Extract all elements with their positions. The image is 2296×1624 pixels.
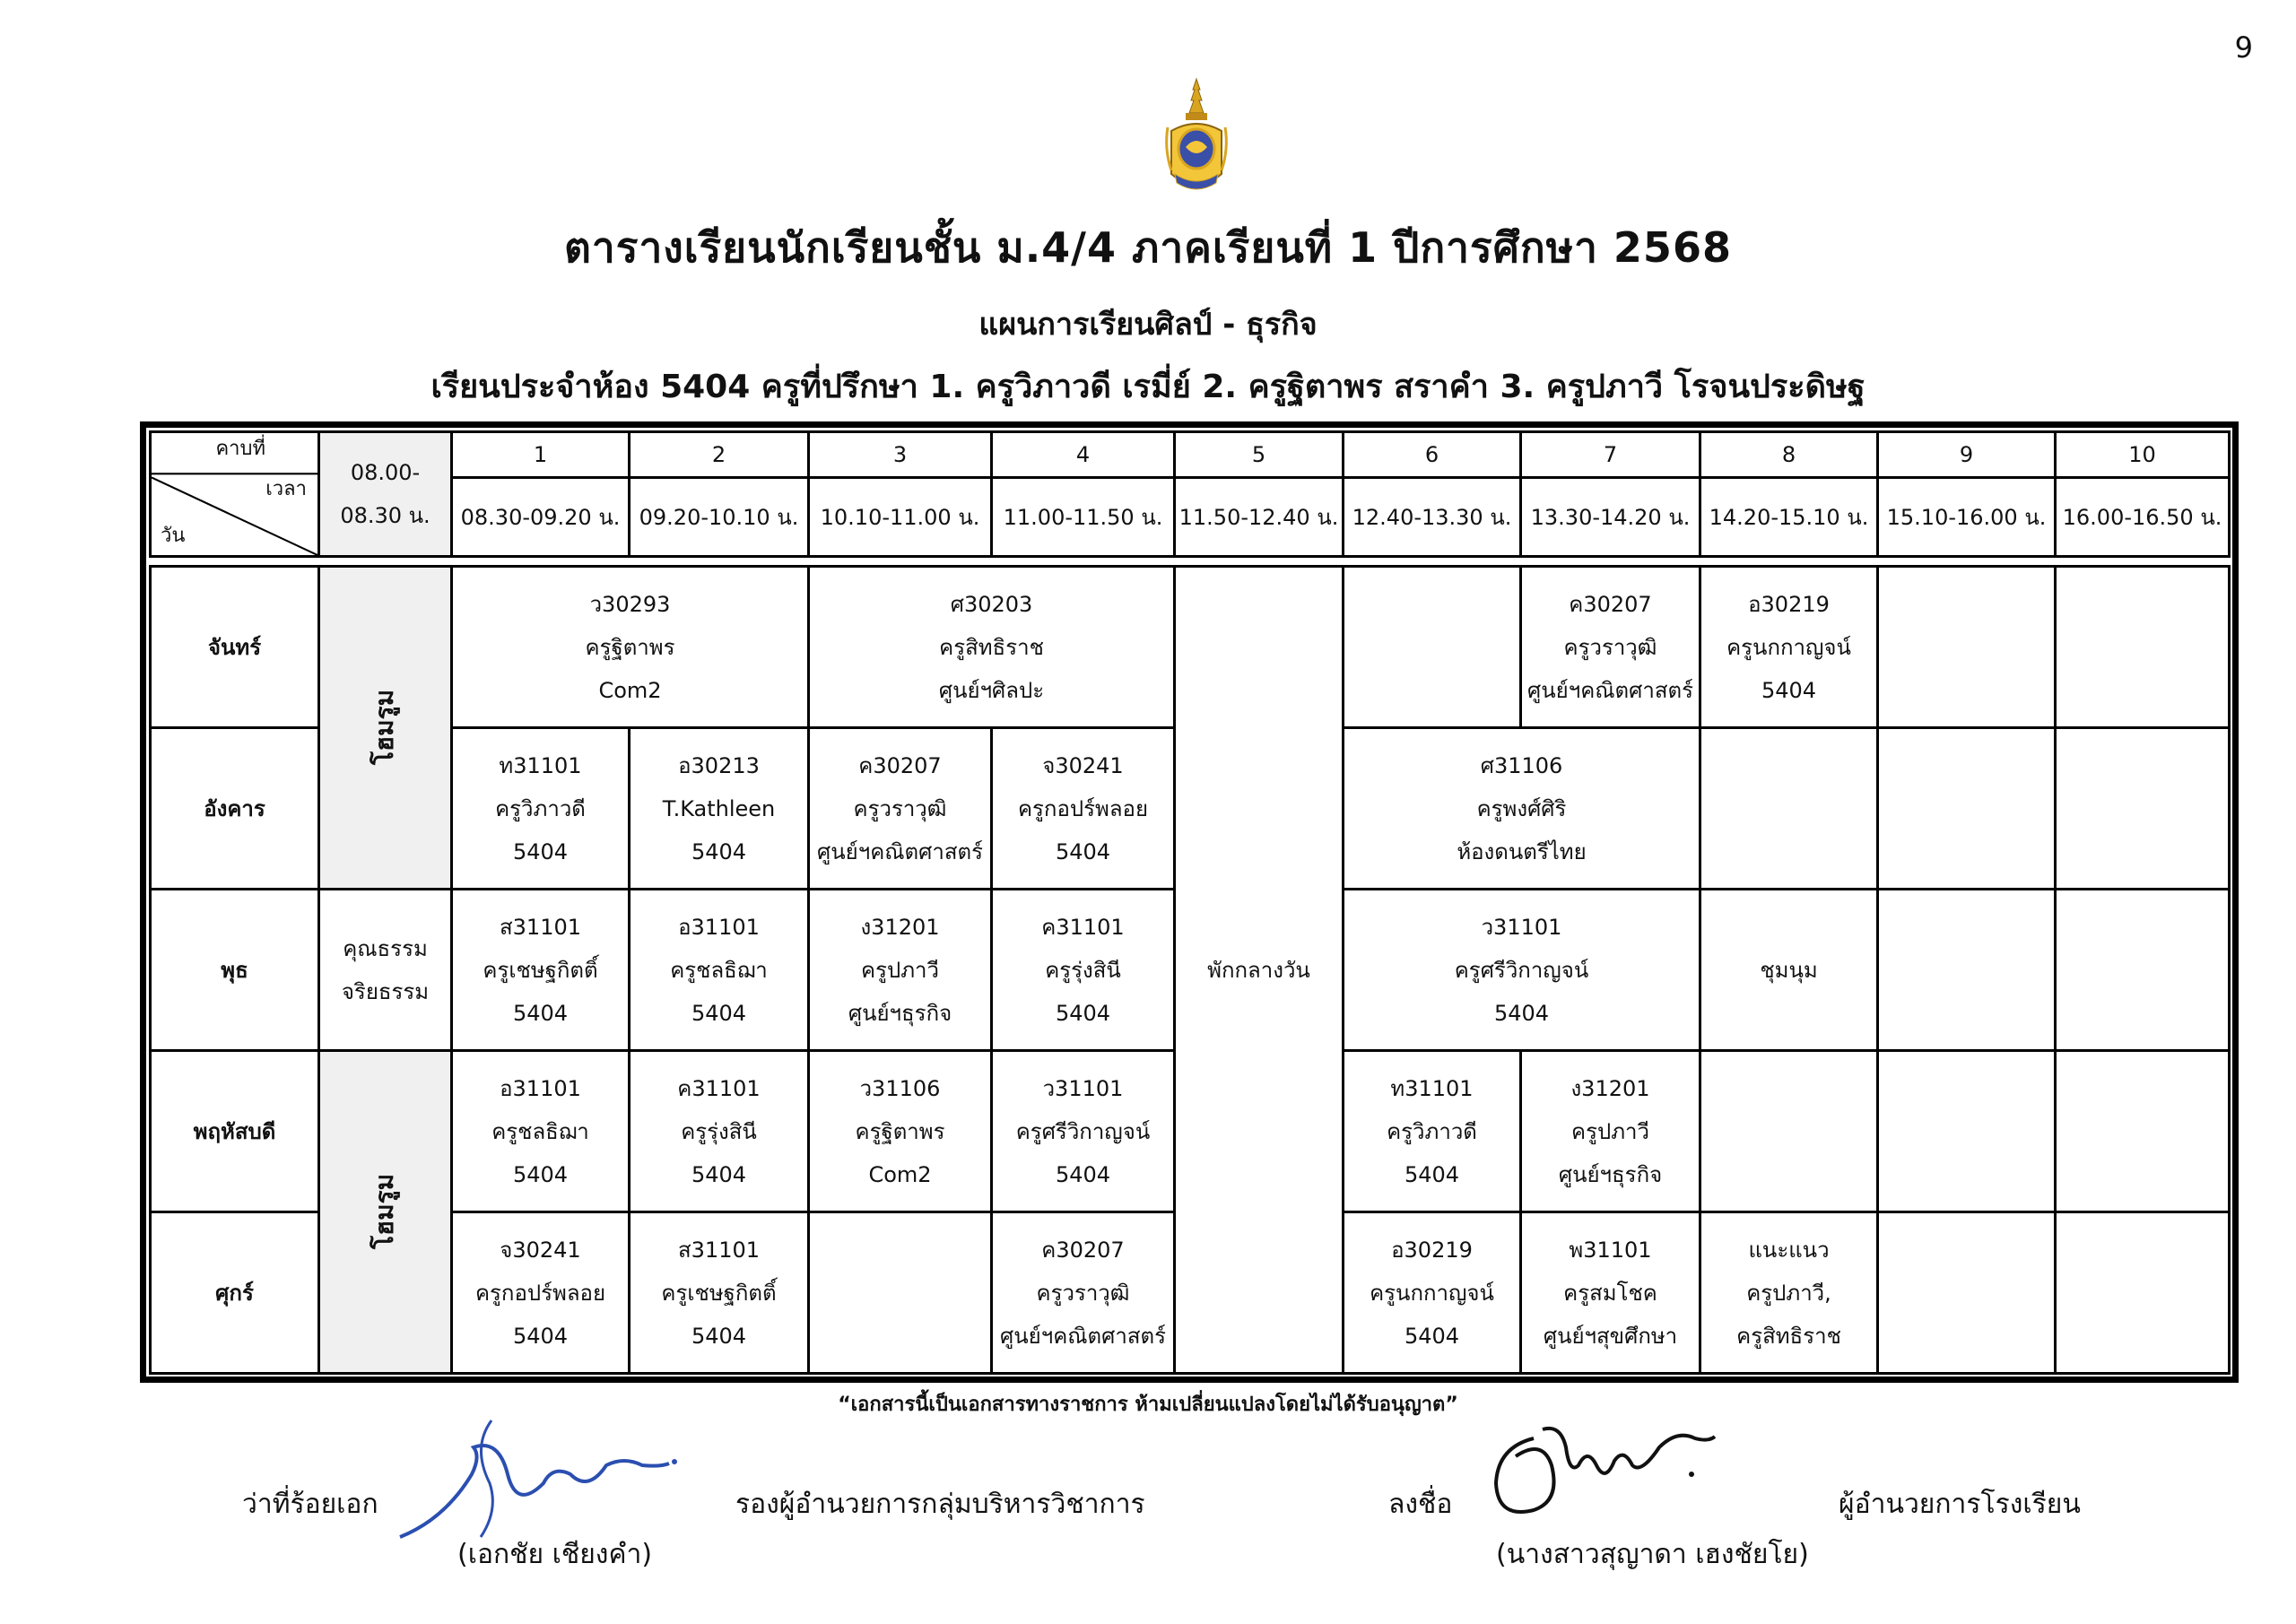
period-number: 9 xyxy=(1878,432,2056,478)
time-label: เวลา xyxy=(265,478,307,500)
pre-time-end: 08.30 น. xyxy=(340,503,430,528)
class-cell: ว31101 ครูศรีวิกาญจน์ 5404 xyxy=(1344,890,1700,1051)
empty-cell xyxy=(2056,728,2230,890)
class-cell: จ30241 ครูกอปร์พลอย 5404 xyxy=(452,1212,630,1374)
class-cell: ท31101 ครูวิภาวดี 5404 xyxy=(1344,1051,1521,1212)
page-number: 9 xyxy=(2234,30,2253,65)
period-time: 08.30-09.20 น. xyxy=(452,478,630,557)
class-cell: ค30207 ครูวราวุฒิ ศูนย์ฯคณิตศาสตร์ xyxy=(992,1212,1175,1374)
left-rank: ว่าที่ร้อยเอก xyxy=(242,1489,378,1520)
period-time: 13.30-14.20 น. xyxy=(1521,478,1700,557)
empty-cell xyxy=(2056,890,2230,1051)
period-time: 14.20-15.10 น. xyxy=(1700,478,1878,557)
class-cell: จ30241 ครูกอปร์พลอย 5404 xyxy=(992,728,1175,890)
class-cell: ง31201 ครูปภาวี ศูนย์ฯธุรกิจ xyxy=(809,890,992,1051)
empty-cell xyxy=(1878,1051,2056,1212)
day-tuesday: อังคาร xyxy=(151,728,319,890)
empty-cell xyxy=(1344,567,1521,728)
homeroom-cell xyxy=(319,567,452,890)
lunch-label: พักกลางวัน xyxy=(1207,957,1310,983)
period-time: 09.20-10.10 น. xyxy=(630,478,809,557)
timetable xyxy=(149,430,2231,1375)
right-signature-icon xyxy=(1480,1411,1722,1528)
class-cell: อ30219 ครูนกกาญจน์ 5404 xyxy=(1344,1212,1521,1374)
pre-time-start: 08.00- xyxy=(350,460,421,485)
empty-cell xyxy=(2056,567,2230,728)
class-cell: อ30219 ครูนกกาญจน์ 5404 xyxy=(1700,567,1878,728)
period-time: 11.50-12.40 น. xyxy=(1175,478,1344,557)
ethics-cell: คุณธรรม จริยธรรม xyxy=(319,890,452,1051)
period-number: 5 xyxy=(1175,432,1344,478)
class-cell: ค31101 ครูรุ่งสินี 5404 xyxy=(992,890,1175,1051)
pre-period-time xyxy=(319,432,452,557)
class-cell: ค30207 ครูวราวุฒิ ศูนย์ฯคณิตศาสตร์ xyxy=(809,728,992,890)
empty-cell xyxy=(1700,728,1878,890)
lunch-break-cell xyxy=(1175,567,1344,1374)
program-subtitle: แผนการเรียนศิลป์ - ธุรกิจ xyxy=(978,307,1318,343)
right-sign-label: ลงชื่อ xyxy=(1388,1489,1453,1520)
period-number: 6 xyxy=(1344,432,1521,478)
period-number: 3 xyxy=(809,432,992,478)
class-cell: ส31101 ครูเชษฐกิตติ์ 5404 xyxy=(452,890,630,1051)
class-cell: ค30207 ครูวราวุฒิ ศูนย์ฯคณิตศาสตร์ xyxy=(1521,567,1700,728)
class-cell: อ30213 T.Kathleen 5404 xyxy=(630,728,809,890)
period-number: 8 xyxy=(1700,432,1878,478)
class-cell: ศ30203 ครูสิทธิราช ศูนย์ฯศิลปะ xyxy=(809,567,1175,728)
official-document-notice: “เอกสารนี้เป็นเอกสารทางราชการ ห้ามเปลี่ยนแปลงโดยไม่ได้รับอนุญาต” xyxy=(838,1394,1458,1416)
empty-cell xyxy=(1878,567,2056,728)
period-time: 10.10-11.00 น. xyxy=(809,478,992,557)
empty-cell xyxy=(809,1212,992,1374)
class-cell: ท31101 ครูวิภาวดี 5404 xyxy=(452,728,630,890)
period-number: 7 xyxy=(1521,432,1700,478)
page-title: ตารางเรียนนักเรียนชั้น ม.4/4 ภาคเรียนที่ 1 ปีการศึกษา 2568 xyxy=(564,223,1732,272)
class-cell: อ31101 ครูชลธิฌา 5404 xyxy=(452,1051,630,1212)
left-position: รองผู้อำนวยการกลุ่มบริหารวิชาการ xyxy=(735,1489,1145,1520)
school-emblem-icon xyxy=(1159,77,1234,203)
empty-cell xyxy=(1700,1051,1878,1212)
period-time: 15.10-16.00 น. xyxy=(1878,478,2056,557)
period-time: 11.00-11.50 น. xyxy=(992,478,1175,557)
right-position: ผู้อำนวยการโรงเรียน xyxy=(1839,1489,2081,1520)
day-thursday: พฤหัสบดี xyxy=(151,1051,319,1212)
empty-cell xyxy=(1878,728,2056,890)
period-time: 12.40-13.30 น. xyxy=(1344,478,1521,557)
class-cell: พ31101 ครูสมโชค ศูนย์ฯสุขศึกษา xyxy=(1521,1212,1700,1374)
empty-cell xyxy=(1878,890,2056,1051)
period-label: คาบที่ xyxy=(215,438,265,460)
club-cell: ชุมนุม xyxy=(1700,890,1878,1051)
day-friday: ศุกร์ xyxy=(151,1212,319,1374)
day-monday: จันทร์ xyxy=(151,567,319,728)
right-name: (นางสาวสุญาดา เฮงชัยโย) xyxy=(1496,1539,1809,1570)
day-label: วัน xyxy=(161,525,186,547)
class-cell: ส31101 ครูเชษฐกิตติ์ 5404 xyxy=(630,1212,809,1374)
homeroom-label: โฮมรูม xyxy=(370,689,400,766)
header-corner-cell xyxy=(151,432,319,557)
homeroom-label: โฮมรูม xyxy=(370,1173,400,1250)
left-signature-icon xyxy=(391,1411,687,1546)
period-number: 1 xyxy=(452,432,630,478)
class-cell: แนะแนว ครูปภาวี, ครูสิทธิราช xyxy=(1700,1212,1878,1374)
period-number: 4 xyxy=(992,432,1175,478)
class-cell: ค31101 ครูรุ่งสินี 5404 xyxy=(630,1051,809,1212)
class-cell: ว31101 ครูศรีวิกาญจน์ 5404 xyxy=(992,1051,1175,1212)
empty-cell xyxy=(2056,1051,2230,1212)
empty-cell xyxy=(2056,1212,2230,1374)
homeroom-advisors-line: เรียนประจำห้อง 5404 ครูที่ปรึกษา 1. ครูวิภาวดี เรมี่ย์ 2. ครูฐิตาพร สราคำ 3. ครูปภาวี โรจนประดิษฐ xyxy=(430,369,1866,405)
class-cell: ง31201 ครูปภาวี ศูนย์ฯธุรกิจ xyxy=(1521,1051,1700,1212)
class-cell: ว31106 ครูฐิตาพร Com2 xyxy=(809,1051,992,1212)
period-time: 16.00-16.50 น. xyxy=(2056,478,2230,557)
day-wednesday: พุธ xyxy=(151,890,319,1051)
class-cell: ศ31106 ครูพงศ์ศิริ ห้องดนตรีไทย xyxy=(1344,728,1700,890)
period-number: 2 xyxy=(630,432,809,478)
class-cell: อ31101 ครูชลธิฌา 5404 xyxy=(630,890,809,1051)
homeroom-cell xyxy=(319,1051,452,1374)
left-name: (เอกชัย เชียงคำ) xyxy=(457,1539,653,1570)
empty-cell xyxy=(1878,1212,2056,1374)
class-cell: ว30293 ครูฐิตาพร Com2 xyxy=(452,567,809,728)
period-number: 10 xyxy=(2056,432,2230,478)
